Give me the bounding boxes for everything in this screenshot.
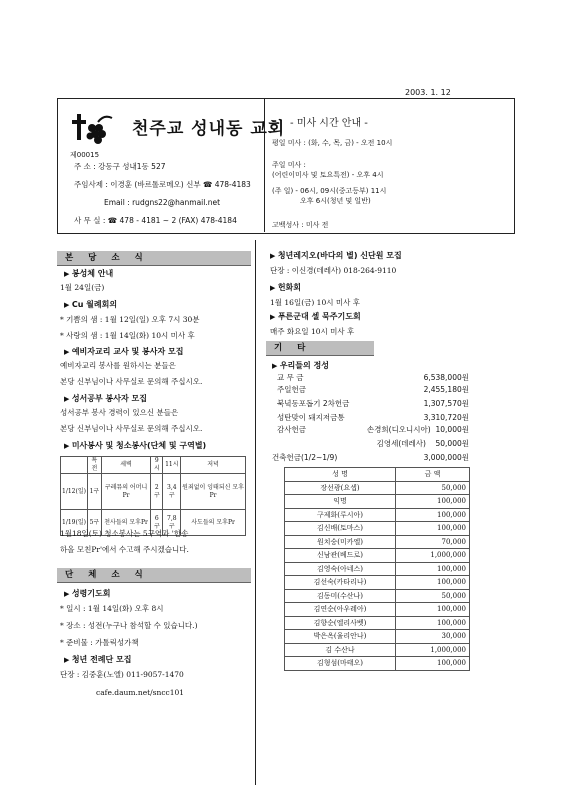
donor-table: [284, 467, 470, 671]
address: 주 소 : 강동구 성내1동 527: [74, 162, 166, 171]
schedule-cell: 천사들의 모후Pr: [101, 510, 150, 536]
confession-time: 고백성사 : 미사 전: [272, 221, 329, 229]
donor-name: 신남관(베드로): [285, 549, 396, 563]
bible-line2: 본당 신부님이나 사무실로 문의해 주십시오.: [60, 424, 203, 433]
schedule-cell: 1/12(일): [61, 474, 88, 510]
schedule-cell: 구레뮤의 어머니 Pr: [101, 474, 150, 510]
donor-row: [285, 481, 470, 495]
donor-name: 구제화(루시아): [285, 508, 396, 522]
item-communion: ▶ 봉성체 안내: [64, 268, 113, 279]
schedule-cell: 원죄없이 잉태되신 모후Pr: [181, 474, 246, 510]
donor-amount: 50,000: [396, 589, 470, 603]
youth-cafe-link[interactable]: cafe.daum.net/sncc101: [96, 688, 185, 697]
donor-header-row: [285, 468, 470, 482]
schedule-row: [61, 474, 246, 510]
issue-date: 2003. 1. 12: [405, 88, 451, 97]
building-fund-row: [272, 452, 469, 464]
mass-sunday-1: (주 일) - 06시, 09시(중고등부) 11시: [272, 187, 387, 195]
donor-row: [285, 616, 470, 630]
mass-title: - 미사 시간 안내 -: [290, 118, 368, 129]
fin-label: 교 무 금: [277, 373, 304, 382]
priest-info: 주임사제 : 이경훈 (바르톨로메오) 신부 ☎ 478-4183: [74, 180, 251, 189]
fin-label: 북녘동포돕기 2차헌금: [277, 399, 350, 408]
thanks-row: [277, 438, 469, 450]
donor-name: 김형섬(마태오): [285, 657, 396, 671]
donor-name: 김동미(수산나): [285, 589, 396, 603]
item-youth-liturgy: ▶ 청년 전례단 모집: [64, 654, 132, 665]
communion-date: 1월 24일(금): [60, 283, 105, 292]
cleaning-line1: 1월18일(토) 청소봉사는 5구역과 '한송: [60, 529, 189, 538]
donor-row: [285, 522, 470, 536]
fin-value: 6,538,000원: [423, 373, 469, 382]
donor-row: [285, 549, 470, 563]
other-header: 기 타: [266, 341, 374, 356]
legio-leader: 단장 : 이신경(데레사) 018-264-9110: [270, 266, 397, 275]
catechumen-line1: 예비자교리 봉사를 원하시는 분들은: [60, 361, 176, 370]
schedule-cell: 1/19(일): [61, 510, 88, 536]
mass-weekday: 평일 미사 : (화, 수, 목, 금) - 오전 10시: [272, 139, 393, 147]
schedule-cell: 5구: [87, 510, 101, 536]
donor-name: 김신배(토마스): [285, 522, 396, 536]
parish-news-header: 본 당 소 식: [57, 251, 251, 266]
item-prayer-meeting: ▶ 성령기도회: [64, 588, 110, 599]
donor-col-name: 성 명: [285, 468, 396, 482]
thanks-name: 손경희(디오니시아): [366, 425, 431, 434]
fin-row: [277, 412, 469, 424]
mass-sunday-label: 주일 미사 :: [272, 161, 306, 169]
church-name: 천주교 성내동 교회: [132, 119, 286, 139]
schedule-cell: 7,8구: [163, 510, 181, 536]
prayer-items: * 준비물 : 가톨릭성가책: [60, 638, 139, 647]
schedule-header-row: [61, 457, 246, 474]
donor-row: [285, 576, 470, 590]
item-mass-service: ▶ 미사봉사 및 청소봉사(단체 및 구역별): [64, 440, 206, 451]
column-divider: [255, 240, 256, 785]
cu-love: * 사랑의 샘 : 1월 14일(화) 10시 미사 후: [60, 331, 195, 340]
donor-row: [285, 495, 470, 509]
mass-saturday: (어린이미사 및 토요특전) - 오후 4시: [272, 171, 384, 179]
thanks-row: [277, 424, 469, 436]
thanks-label: 감사헌금: [277, 425, 306, 434]
item-catechumen: ▶ 예비자교리 교사 및 봉사자 모집: [64, 346, 183, 357]
donor-row: [285, 535, 470, 549]
thanks-name: 김영세(데레사): [376, 439, 426, 448]
donor-amount: 100,000: [396, 562, 470, 576]
donor-name: 김영숙(아네스): [285, 562, 396, 576]
donor-amount: 50,000: [396, 481, 470, 495]
donor-row: [285, 643, 470, 657]
donor-amount: 100,000: [396, 616, 470, 630]
group-news-header: 단 체 소 식: [57, 568, 251, 583]
schedule-col: [61, 457, 88, 474]
donor-amount: 100,000: [396, 657, 470, 671]
donor-amount: 70,000: [396, 535, 470, 549]
item-offerings: ▶ 우리들의 정성: [272, 360, 329, 371]
donor-amount: 100,000: [396, 495, 470, 509]
donor-row: [285, 630, 470, 644]
mass-sunday-2: 오후 6시(청년 및 일반): [300, 197, 371, 205]
donor-amount: 1,000,000: [396, 549, 470, 563]
schedule-cell: 6구: [151, 510, 163, 536]
item-rosary: ▶ 푸른군대 셀 묵주기도회: [270, 311, 361, 322]
thanks-value: 50,000원: [435, 439, 469, 448]
rosary-time: 매주 화요일 10시 미사 후: [270, 327, 355, 336]
donor-amount: 100,000: [396, 508, 470, 522]
issue-number: 제00015: [70, 151, 100, 159]
donor-name: 박은옥(율리안나): [285, 630, 396, 644]
building-fund-label: 건축헌금(1/2~1/9): [272, 453, 338, 462]
cu-joy: * 기쁨의 샘 : 1월 12일(일) 오후 7시 30분: [60, 315, 200, 324]
donor-amount: 100,000: [396, 576, 470, 590]
service-schedule-table: [60, 456, 246, 536]
catechumen-line2: 본당 신부님이나 사무실로 문의해 주십시오.: [60, 377, 203, 386]
donor-amount: 30,000: [396, 630, 470, 644]
donor-row: [285, 562, 470, 576]
cleaning-line2: 하올 모친Pr'에서 수고해 주시겠습니다.: [60, 545, 189, 554]
donor-name: 원치숭(미카엘): [285, 535, 396, 549]
email: Email : rudgns22@hanmail.net: [104, 198, 221, 207]
schedule-col: 저녁: [181, 457, 246, 474]
prayer-time: * 일시 : 1월 14일(화) 오후 8시: [60, 604, 164, 613]
donor-name: 익명: [285, 495, 396, 509]
schedule-col: 특전: [87, 457, 101, 474]
schedule-cell: 사도들의 모후Pr: [181, 510, 246, 536]
item-cu-meeting: ▶ Cu 월례회의: [64, 299, 117, 310]
bible-line1: 성서공부 봉사 경력이 있으신 분들은: [60, 408, 179, 417]
donor-row: [285, 589, 470, 603]
flower-time: 1월 16일(금) 10시 미사 후: [270, 298, 360, 307]
fin-value: 3,310,720원: [423, 413, 469, 422]
donor-name: 김 수산나: [285, 643, 396, 657]
donor-row: [285, 508, 470, 522]
donor-name: 김선숙(카타리나): [285, 576, 396, 590]
donor-name: 김연순(아우레아): [285, 603, 396, 617]
office-phone: 사 무 실 : ☎ 478 - 4181 ~ 2 (FAX) 478-4184: [74, 216, 237, 225]
schedule-cell: 2구: [151, 474, 163, 510]
building-fund-value: 3,000,000원: [423, 453, 469, 462]
schedule-col: 세벽: [101, 457, 150, 474]
schedule-col: 9시: [151, 457, 163, 474]
fin-value: 2,455,180원: [423, 385, 469, 394]
donor-row: [285, 657, 470, 671]
donor-amount: 100,000: [396, 522, 470, 536]
donor-col-amount: 금 액: [396, 468, 470, 482]
donor-name: 김향순(엘리사벳): [285, 616, 396, 630]
fin-row: [277, 398, 469, 410]
church-logo-icon: [68, 110, 118, 150]
item-bible-study: ▶ 성서공부 봉사자 모집: [64, 393, 147, 404]
fin-label: 주일헌금: [277, 385, 306, 394]
item-flower: ▶ 헌화회: [270, 282, 301, 293]
donor-row: [285, 603, 470, 617]
prayer-place: * 장소 : 성전(누구나 참석할 수 있습니다.): [60, 621, 198, 630]
donor-amount: 1,000,000: [396, 643, 470, 657]
fin-row: [277, 372, 469, 384]
fin-row: [277, 384, 469, 396]
schedule-cell: 3,4구: [163, 474, 181, 510]
fin-label: 성탄맞이 돼지저금통: [277, 413, 345, 422]
fin-value: 1,307,570원: [423, 399, 469, 408]
schedule-cell: 1구: [87, 474, 101, 510]
thanks-value: 10,000원: [435, 425, 469, 434]
schedule-col: 11시: [163, 457, 181, 474]
donor-amount: 100,000: [396, 603, 470, 617]
item-youth-legio: ▶ 청년레지오(바다의 별) 신단원 모집: [270, 250, 402, 261]
youth-leader: 단장 : 김중훈(노엘) 011-9057-1470: [60, 670, 184, 679]
donor-name: 장선광(요셉): [285, 481, 396, 495]
